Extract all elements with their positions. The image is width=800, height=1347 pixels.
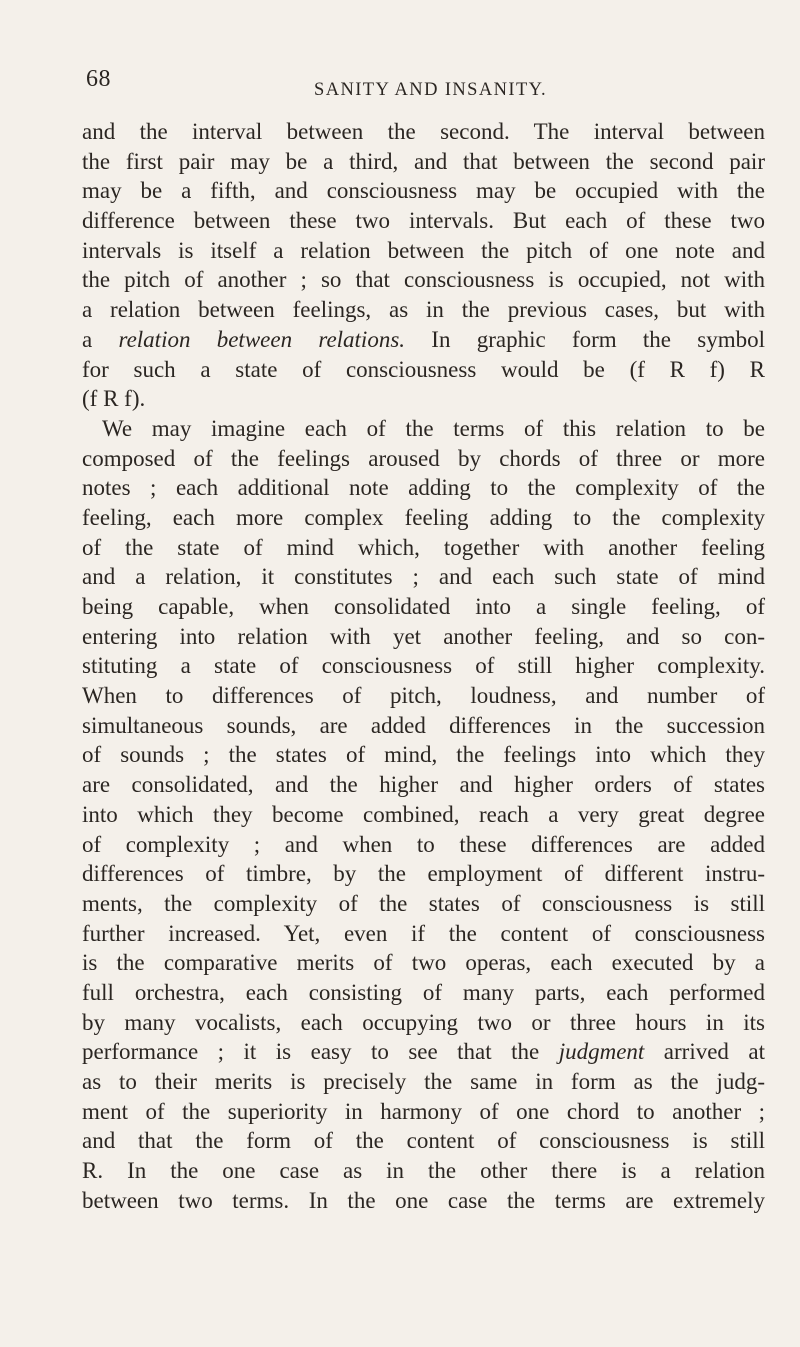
text-line: ment of the superiority in harmony of one chord to another ; (82, 1098, 765, 1124)
text-run: In graphic form the symbol (405, 326, 766, 352)
text-line: full orchestra, each consisting of many parts, each performed (82, 979, 765, 1005)
text-line: of the state of mind which, together with another feeling (82, 534, 765, 560)
text-line: and the interval between the second. The interval between (82, 119, 765, 144)
text-line: of sounds ; the states of mind, the feelings into which they (82, 742, 765, 768)
text-line: intervals is itself a relation between the pitch of one note and (82, 237, 765, 263)
emphasis-text: relation between relations. (118, 326, 406, 352)
text-line: ments, the complexity of the states of consciousness is still (82, 890, 765, 916)
running-title: SANITY AND INSANITY. (314, 80, 548, 100)
text-line: is the comparative merits of two operas, each executed by a (82, 950, 765, 976)
text-line: stituting a state of consciousness of still higher complexity. (82, 653, 765, 679)
text-line: are consolidated, and the higher and higher orders of states (82, 772, 765, 798)
text-line (82, 1037, 765, 1067)
text-line: between two terms. In the one case the terms are extremely (82, 1187, 765, 1213)
text-run: a (82, 326, 119, 352)
text-run: arrived at (644, 1039, 765, 1065)
text-line: the first pair may be a third, and that between the second pair (82, 148, 765, 174)
text-line: being capable, when consolidated into a single feeling, of (82, 594, 765, 619)
text-line: into which they become combined, reach a very great degree (82, 801, 765, 827)
text-line: We may imagine each of the terms of this relation to be (102, 415, 765, 441)
text-line: by many vocalists, each occupying two or three hours in its (82, 1009, 765, 1035)
text-line: and a relation, it constitutes ; and each such state of mind (82, 564, 765, 590)
text-line: the pitch of another ; so that consciousness is occupied, not with (82, 267, 765, 293)
text-line: further increased. Yet, even if the content of consciousness (82, 920, 765, 946)
text-line: a relation between feelings, as in the previous cases, but with (82, 297, 765, 323)
text-line: notes ; each additional note adding to the complexity of the (82, 475, 765, 501)
symbol-line: for such a state of consciousness would be (f R f) R (82, 356, 765, 382)
paragraph-2 (82, 414, 765, 1216)
text-line: entering into relation with yet another feeling, and so con- (82, 623, 765, 649)
text-run: performance ; it is easy to see that the (82, 1039, 559, 1065)
text-line: may be a fifth, and consciousness may be occupied with the (82, 178, 765, 204)
symbol-line: (f R f). (82, 386, 146, 412)
emphasis-text: judgment (558, 1039, 645, 1065)
text-line: as to their merits is precisely the same in form as the judg- (82, 1069, 765, 1094)
text-line: R. In the one case as in the other there is a relation (82, 1158, 765, 1184)
text-line: feeling, each more complex feeling adding to the complexity (82, 504, 765, 530)
text-line: and that the form of the content of consciousness is still (82, 1128, 765, 1154)
page-number: 68 (86, 66, 111, 92)
text-line: When to differences of pitch, loudness, and number of (82, 683, 765, 709)
text-line: of complexity ; and when to these differences are added (82, 831, 765, 857)
body-text (82, 117, 765, 1215)
text-line: composed of the feelings aroused by chords of three or more (82, 445, 765, 471)
text-line: differences of timbre, by the employment of different instru- (82, 861, 765, 887)
text-line (82, 325, 765, 355)
paragraph-1 (82, 117, 765, 414)
text-line: simultaneous sounds, are added differences in the succession (82, 712, 765, 738)
text-line: difference between these two intervals. But each of these two (82, 208, 765, 234)
